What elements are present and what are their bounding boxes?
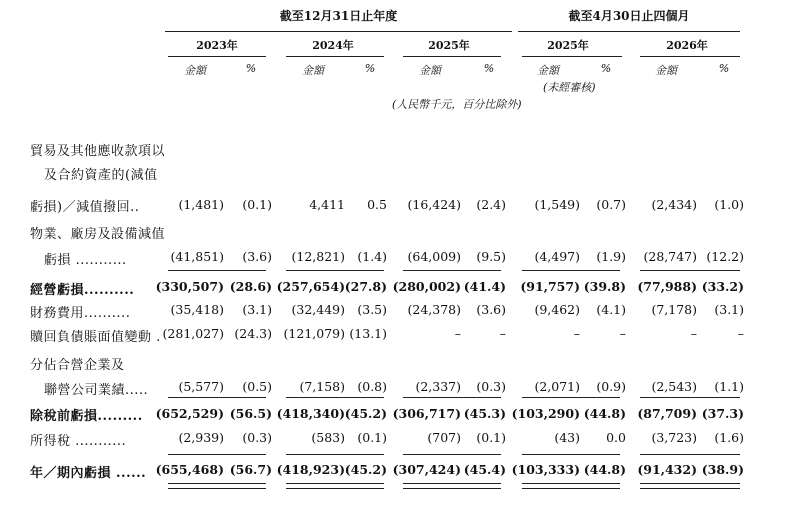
amount-col-header: 金額 [302, 64, 324, 77]
pct-cell: – [619, 326, 626, 341]
pct-cell: (44.8) [583, 406, 626, 421]
amount-cell: (307,424) [392, 462, 461, 477]
amount-cell: (1,549) [534, 197, 580, 212]
amount-col-header: 金額 [537, 64, 559, 77]
amount-cell: (652,529) [155, 406, 224, 421]
pct-cell: (37.3) [701, 406, 744, 421]
amount-cell: (2,543) [651, 379, 697, 394]
amount-cell: (91,757) [520, 279, 580, 294]
amount-cell: (7,158) [299, 379, 345, 394]
row-label: 年／期內虧損 ...... [30, 466, 147, 481]
year-rule [286, 56, 384, 57]
year-rule [640, 56, 740, 57]
pct-cell: (2.4) [476, 197, 506, 212]
total-double-rule [286, 483, 384, 489]
amount-cell: (418,340) [276, 406, 345, 421]
amount-cell: (77,988) [637, 279, 697, 294]
year-header: 2023年 [196, 39, 238, 52]
amount-cell: (103,333) [511, 462, 580, 477]
pct-cell: (27.8) [344, 279, 387, 294]
pct-cell: (12.2) [706, 249, 744, 264]
amount-cell: (16,424) [407, 197, 461, 212]
amount-cell: – [454, 326, 461, 341]
amount-cell: (3,723) [651, 430, 697, 445]
pct-cell: (45.2) [344, 406, 387, 421]
pct-cell: (24.3) [234, 326, 272, 341]
pct-cell: 0.5 [367, 197, 387, 212]
row-label: 及合約資產的(減值 [44, 168, 158, 183]
group-rule [165, 31, 512, 32]
subtotal-rule [168, 397, 266, 398]
pct-cell: – [499, 326, 506, 341]
subtotal-rule [522, 397, 620, 398]
amount-cell: – [690, 326, 697, 341]
subtotal-rule [640, 454, 740, 455]
amount-cell: (418,923) [276, 462, 345, 477]
amount-cell: (2,337) [415, 379, 461, 394]
pct-cell: (0.3) [242, 430, 272, 445]
row-label: 貿易及其他應收款項以 [30, 144, 166, 159]
row-label: 物業、廠房及設備減值 [30, 227, 166, 242]
total-double-rule [168, 483, 266, 489]
amount-col-header: 金額 [419, 64, 441, 77]
subtotal-rule [640, 397, 740, 398]
pct-cell: (1.9) [596, 249, 626, 264]
subtotal-rule [168, 270, 266, 271]
year-header: 2025年 [547, 39, 589, 52]
pct-cell: (0.8) [357, 379, 387, 394]
year-rule [403, 56, 501, 57]
unaudited-note: (未經審核) [543, 81, 596, 94]
pct-cell: (28.6) [229, 279, 272, 294]
subtotal-rule [640, 270, 740, 271]
amount-col-header: 金額 [184, 64, 206, 77]
pct-cell: (0.9) [596, 379, 626, 394]
pct-cell: (0.1) [242, 197, 272, 212]
pct-cell: (13.1) [349, 326, 387, 341]
pct-cell: (3.5) [357, 302, 387, 317]
amount-cell: (5,577) [178, 379, 224, 394]
amount-cell: (91,432) [637, 462, 697, 477]
pct-cell: – [737, 326, 744, 341]
year-header: 2025年 [428, 39, 470, 52]
subtotal-rule [403, 454, 501, 455]
subtotal-rule [286, 270, 384, 271]
group-header-months: 截至4月30日止四個月 [568, 9, 690, 23]
pct-cell: (39.8) [583, 279, 626, 294]
amount-cell: (2,071) [534, 379, 580, 394]
pct-cell: (56.5) [229, 406, 272, 421]
pct-cell: (33.2) [701, 279, 744, 294]
pct-cell: (3.1) [714, 302, 744, 317]
pct-cell: (3.1) [242, 302, 272, 317]
group-header-years: 截至12月31日止年度 [279, 9, 398, 23]
amount-cell: (707) [427, 430, 461, 445]
amount-cell: (257,654) [276, 279, 345, 294]
year-rule [522, 56, 622, 57]
row-label: 所得稅 ........... [30, 434, 127, 449]
amount-cell: (103,290) [511, 406, 580, 421]
subtotal-rule [168, 454, 266, 455]
amount-cell: (4,497) [534, 249, 580, 264]
pct-cell: (44.8) [583, 462, 626, 477]
amount-cell: (43) [554, 430, 580, 445]
amount-cell: (41,851) [170, 249, 224, 264]
amount-cell: (35,418) [170, 302, 224, 317]
pct-cell: (45.2) [344, 462, 387, 477]
amount-cell: (64,009) [407, 249, 461, 264]
subtotal-rule [522, 270, 620, 271]
group-rule [518, 31, 740, 32]
pct-col-header: % [364, 62, 376, 75]
row-label: 聯營公司業績..... [44, 383, 149, 398]
amount-cell: (280,002) [392, 279, 461, 294]
amount-cell: (87,709) [637, 406, 697, 421]
pct-cell: (0.1) [357, 430, 387, 445]
row-label: 虧損 ........... [44, 253, 127, 268]
amount-cell: (121,079) [283, 326, 345, 341]
amount-cell: (7,178) [651, 302, 697, 317]
amount-cell: (1,481) [178, 197, 224, 212]
amount-cell: (306,717) [392, 406, 461, 421]
pct-cell: (0.3) [476, 379, 506, 394]
pct-cell: (1.4) [357, 249, 387, 264]
pct-cell: 0.0 [606, 430, 626, 445]
year-header: 2026年 [666, 39, 708, 52]
pct-cell: (45.4) [463, 462, 506, 477]
row-label: 財務費用.......... [30, 306, 131, 321]
row-label: 虧損)／減值撥回.. [30, 200, 140, 215]
subtotal-rule [403, 270, 501, 271]
pct-cell: (0.7) [596, 197, 626, 212]
pct-col-header: % [245, 62, 257, 75]
amount-cell: – [573, 326, 580, 341]
pct-cell: (1.1) [714, 379, 744, 394]
pct-cell: (9.5) [476, 249, 506, 264]
subtotal-rule [286, 397, 384, 398]
unit-note: (人民幣千元，百分比除外) [392, 98, 522, 111]
amount-cell: 4,411 [309, 197, 345, 212]
year-rule [168, 56, 266, 57]
pct-cell: (1.6) [714, 430, 744, 445]
total-double-rule [403, 483, 501, 489]
total-double-rule [640, 483, 740, 489]
amount-cell: (281,027) [162, 326, 224, 341]
pct-col-header: % [718, 62, 730, 75]
amount-cell: (583) [311, 430, 345, 445]
row-label: 分佔合營企業及 [30, 358, 125, 373]
pct-cell: (1.0) [714, 197, 744, 212]
amount-cell: (28,747) [643, 249, 697, 264]
pct-cell: (38.9) [701, 462, 744, 477]
amount-cell: (2,939) [178, 430, 224, 445]
pct-cell: (45.3) [463, 406, 506, 421]
subtotal-rule [522, 454, 620, 455]
amount-cell: (330,507) [155, 279, 224, 294]
row-label: 除稅前虧損......... [30, 409, 143, 424]
pct-cell: (0.5) [242, 379, 272, 394]
subtotal-rule [403, 397, 501, 398]
pct-cell: (41.4) [463, 279, 506, 294]
pct-cell: (4.1) [596, 302, 626, 317]
pct-cell: (3.6) [242, 249, 272, 264]
amount-cell: (12,821) [291, 249, 345, 264]
subtotal-rule [286, 454, 384, 455]
pct-cell: (56.7) [229, 462, 272, 477]
row-label: 贖回負債賬面值變動 . [30, 330, 161, 345]
amount-cell: (32,449) [291, 302, 345, 317]
amount-cell: (9,462) [534, 302, 580, 317]
pct-cell: (0.1) [476, 430, 506, 445]
pct-col-header: % [600, 62, 612, 75]
amount-col-header: 金額 [655, 64, 677, 77]
pct-col-header: % [483, 62, 495, 75]
row-label: 經營虧損.......... [30, 283, 135, 298]
total-double-rule [522, 483, 620, 489]
amount-cell: (24,378) [407, 302, 461, 317]
year-header: 2024年 [312, 39, 354, 52]
amount-cell: (655,468) [155, 462, 224, 477]
amount-cell: (2,434) [651, 197, 697, 212]
pct-cell: (3.6) [476, 302, 506, 317]
